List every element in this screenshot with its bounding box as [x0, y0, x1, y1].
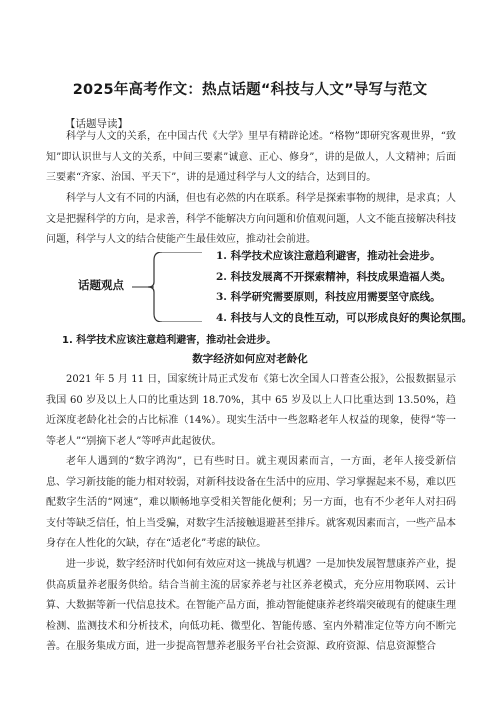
- document-title: 2025年高考作文：热点话题“科技与人文”导写与范文: [72, 82, 428, 98]
- viewpoint-list: [216, 246, 472, 328]
- article-title: 数字经济如何应对老龄化: [192, 353, 308, 365]
- viewpoint-item: 2. 科技发展离不开探索精神，科技成果造福人类。: [216, 270, 452, 283]
- viewpoint-item: 3. 科学研究需要原则，科技应用需要坚守底线。: [216, 291, 441, 303]
- article-paragraph-1: 2021 年 5 月 11 日，国家统计局正式发布《第七次全国人口普查公报》，公报数据显示我国 60 岁及以上人口的比重达到 18.70%，其中 65 岁及以上人口比重达到 13.50%，趋近深度老龄化社会的占比标准（14%）。现实生活中一些忽略老年人权益的现象，使得“等一等老人”“别摘下老人”等呼声此起彼伏。: [46, 374, 456, 447]
- topic-label: 话题观点: [78, 278, 124, 292]
- section-label: 【话题导读】: [65, 118, 128, 130]
- article-paragraph-2: 老年人遇到的“数字鸿沟”，已有些时日。就主观因素而言，一方面，老年人接受新信息、学习新技能的能力相对较弱，对新科技设备在生活中的应用、学习掌握起来不易，难以匹配数字生活的“网速”，难以顺畅地享受相关智能化便利；另一方面，也有不少老年人对扫码支付等缺乏信任，怕上当受骗，对数字生活接触退避甚至排斥。就客观因素而言，一些产品本身存在人性化的欠缺，存在“适老化”考虑的缺位。: [46, 456, 456, 549]
- viewpoint-subheading: 1. 科学技术应该注意趋利避害，推动社会进步。: [62, 335, 277, 346]
- intro-paragraph-1: 科学与人文的关系，在中国古代《大学》里早有精辟论述。“格物”即研究客观世界，“致知”即认识世与人文的关系，中间三要素”诚意、正心、修身”，讲的是做人，人文精神；后面三要素“齐家、治国、平天下”，讲的是通过科学与人文的结合，达到目的。: [46, 131, 456, 183]
- intro-paragraph-2: 科学与人文有不同的内涵，但也有必然的内在联系。科学是探索事物的规律，是求真；人文是把握科学的方向，是求善，科学不能解决方向问题和价值观问题，人文不能直接解决科技问题，科学与人文的结合使能产生最佳效应，推动社会前进。: [46, 193, 456, 245]
- viewpoint-item: 4. 科技与人文的良性互动，可以形成良好的舆论氛围。: [216, 311, 473, 324]
- article-paragraph-3: 进一步说，数字经济时代如何有效应对这一挑战与机遇？一是加快发展智慧康养产业，提供高质量养老服务供给。结合当前主流的居家养老与社区养老模式，充分应用物联网、云计算、大数据等新一代信息技术。在智能产品方面，推动智能健康养老终端突破现有的健康生理检测、监测技术和分析技术，向低功耗、微型化、智能传感、室内外精准定位等方向不断完善。在服务集成方面，进一步提高智慧养老服务平台社会资源、政府资源、信息资源整合: [46, 559, 456, 652]
- topic-viewpoints-diagram: [70, 246, 473, 328]
- brace-connector: [132, 252, 202, 322]
- viewpoint-item: 1. 科学技术应该注意趋利避害，推动社会进步。: [216, 250, 441, 262]
